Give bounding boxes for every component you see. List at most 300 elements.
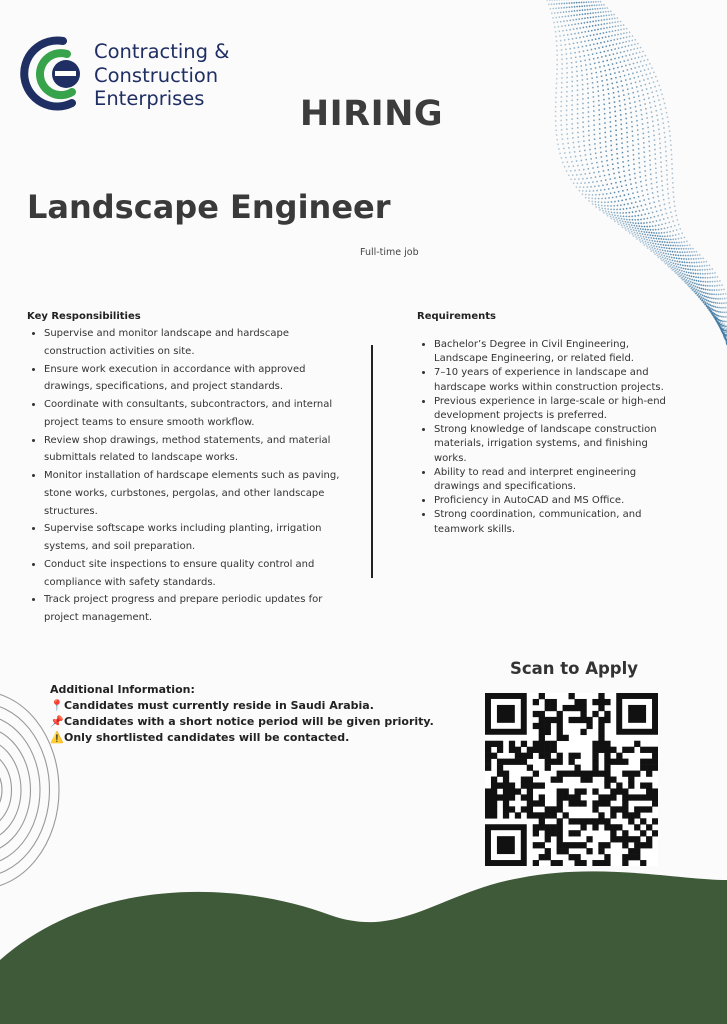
- apply-qr-code[interactable]: [485, 693, 658, 866]
- qr-module: [551, 860, 557, 866]
- qr-module: [539, 818, 545, 824]
- qr-module: [527, 800, 533, 806]
- dotted-wave-line: [545, 0, 727, 330]
- responsibilities-item: • Supervise and monitor landscape and hardscape construction activities on site.: [44, 325, 354, 361]
- qr-module: [640, 765, 646, 771]
- qr-module: [628, 771, 634, 777]
- qr-module: [574, 699, 580, 705]
- qr-module: [491, 812, 497, 818]
- qr-module: [634, 741, 640, 747]
- dotted-wave-line: [581, 0, 727, 351]
- qr-module: [604, 741, 610, 747]
- qr-module: [545, 830, 551, 836]
- qr-module: [652, 759, 658, 765]
- qr-module: [497, 765, 503, 771]
- qr-module: [604, 711, 610, 717]
- qr-module: [521, 741, 527, 747]
- qr-module: [580, 699, 586, 705]
- qr-module: [551, 717, 557, 723]
- qr-module: [551, 759, 557, 765]
- qr-module: [557, 753, 563, 759]
- qr-module: [598, 800, 604, 806]
- qr-module: [545, 848, 551, 854]
- dotted-wave-line: [565, 0, 727, 342]
- qr-module: [557, 711, 563, 717]
- qr-module: [574, 717, 580, 723]
- dotted-wave-line: [572, 0, 727, 346]
- qr-module: [622, 860, 628, 866]
- qr-module: [557, 729, 563, 735]
- qr-module: [634, 794, 640, 800]
- requirements-item: • Previous experience in large-scale or high-end development projects is preferred.: [434, 395, 672, 423]
- qr-module: [616, 782, 622, 788]
- qr-module: [569, 794, 575, 800]
- qr-module: [509, 747, 515, 753]
- hiring-heading: HIRING: [299, 94, 444, 134]
- qr-module: [521, 782, 527, 788]
- qr-module: [634, 771, 640, 777]
- qr-module: [586, 771, 592, 777]
- qr-module: [533, 782, 539, 788]
- requirements-item: • Strong knowledge of landscape construction materials, irrigation systems, and finishing works.: [434, 423, 672, 466]
- qr-module: [574, 753, 580, 759]
- qr-module: [563, 848, 569, 854]
- qr-module: [646, 765, 652, 771]
- qr-module: [533, 860, 539, 866]
- qr-module: [592, 860, 598, 866]
- qr-module: [604, 747, 610, 753]
- qr-module: [527, 753, 533, 759]
- qr-module: [533, 800, 539, 806]
- qr-module: [622, 806, 628, 812]
- responsibilities-item: • Review shop drawings, method statements, and material submittals related to landscape works.: [44, 432, 354, 468]
- qr-module: [574, 771, 580, 777]
- qr-module: [610, 830, 616, 836]
- responsibilities-item: • Conduct site inspections to ensure quality control and compliance with safety standards.: [44, 556, 354, 592]
- dotted-wave-line: [556, 0, 727, 337]
- qr-module: [628, 777, 634, 783]
- qr-finder-inner: [497, 836, 515, 854]
- qr-module: [580, 824, 586, 830]
- qr-module: [551, 812, 557, 818]
- scan-to-apply-label: Scan to Apply: [509, 659, 639, 678]
- qr-module: [598, 747, 604, 753]
- qr-module: [527, 782, 533, 788]
- qr-module: [634, 824, 640, 830]
- qr-module: [628, 836, 634, 842]
- qr-module: [545, 806, 551, 812]
- qr-module: [646, 836, 652, 842]
- qr-module: [521, 753, 527, 759]
- qr-module: [545, 741, 551, 747]
- qr-module: [646, 782, 652, 788]
- qr-module: [598, 717, 604, 723]
- qr-module: [628, 854, 634, 860]
- qr-module: [652, 800, 658, 806]
- qr-module: [557, 842, 563, 848]
- qr-module: [598, 860, 604, 866]
- pushpin-icon: 📌: [50, 715, 64, 728]
- qr-module: [485, 794, 491, 800]
- qr-module: [580, 788, 586, 794]
- qr-module: [604, 717, 610, 723]
- qr-module: [652, 818, 658, 824]
- qr-module: [551, 824, 557, 830]
- qr-module: [545, 824, 551, 830]
- responsibilities-heading: Key Responsibilities: [27, 311, 141, 322]
- qr-module: [634, 854, 640, 860]
- additional-information-item: [50, 730, 434, 746]
- qr-module: [545, 717, 551, 723]
- qr-module: [485, 759, 491, 765]
- qr-module: [592, 818, 598, 824]
- qr-module: [580, 842, 586, 848]
- qr-module: [640, 830, 646, 836]
- requirements-list: [417, 338, 672, 537]
- qr-module: [563, 794, 569, 800]
- qr-module: [515, 747, 521, 753]
- qr-module: [598, 771, 604, 777]
- qr-module: [604, 777, 610, 783]
- qr-module: [580, 771, 586, 777]
- qr-module: [598, 729, 604, 735]
- qr-module: [551, 705, 557, 711]
- qr-module: [592, 788, 598, 794]
- qr-module: [545, 812, 551, 818]
- qr-module: [569, 753, 575, 759]
- qr-module: [545, 699, 551, 705]
- qr-module: [628, 747, 634, 753]
- qr-module: [569, 818, 575, 824]
- qr-module: [628, 812, 634, 818]
- qr-module: [557, 771, 563, 777]
- qr-module: [503, 794, 509, 800]
- qr-module: [527, 806, 533, 812]
- qr-module: [574, 794, 580, 800]
- qr-module: [569, 693, 575, 699]
- qr-module: [557, 759, 563, 765]
- qr-module: [604, 765, 610, 771]
- decorative-arc: [0, 763, 2, 818]
- qr-module: [557, 830, 563, 836]
- qr-module: [539, 735, 545, 741]
- round-pushpin-icon: 📍: [50, 699, 64, 712]
- requirements-item: • Bachelor’s Degree in Civil Engineering, Landscape Engineering, or related field.: [434, 338, 672, 366]
- qr-module: [527, 777, 533, 783]
- decorative-arc: [0, 715, 40, 865]
- qr-module: [557, 794, 563, 800]
- qr-module: [497, 771, 503, 777]
- additional-information-text: Candidates must currently reside in Saudi Arabia.: [64, 699, 374, 712]
- qr-module: [640, 782, 646, 788]
- qr-module: [557, 836, 563, 842]
- qr-module: [610, 806, 616, 812]
- qr-module: [634, 842, 640, 848]
- dotted-wave-line: [568, 0, 727, 343]
- qr-module: [515, 812, 521, 818]
- qr-module: [592, 759, 598, 765]
- qr-module: [551, 741, 557, 747]
- qr-module: [604, 699, 610, 705]
- qr-module: [563, 812, 569, 818]
- qr-module: [563, 842, 569, 848]
- qr-module: [491, 753, 497, 759]
- qr-module: [586, 836, 592, 842]
- qr-module: [485, 788, 491, 794]
- decorative-arc: [0, 739, 21, 842]
- qr-module: [622, 794, 628, 800]
- qr-module: [598, 723, 604, 729]
- qr-module: [574, 860, 580, 866]
- qr-module: [634, 836, 640, 842]
- responsibilities-list: [27, 325, 354, 627]
- qr-module: [527, 765, 533, 771]
- qr-module: [586, 723, 592, 729]
- qr-module: [604, 842, 610, 848]
- qr-module: [580, 711, 586, 717]
- qr-module: [574, 818, 580, 824]
- qr-module: [497, 747, 503, 753]
- qr-module: [557, 717, 563, 723]
- green-hill: [0, 871, 727, 1024]
- qr-module: [574, 800, 580, 806]
- qr-module: [491, 777, 497, 783]
- additional-information-item: [50, 698, 434, 714]
- qr-module: [604, 794, 610, 800]
- qr-module: [622, 788, 628, 794]
- qr-module: [640, 806, 646, 812]
- qr-module: [545, 705, 551, 711]
- qr-module: [563, 771, 569, 777]
- qr-module: [592, 699, 598, 705]
- qr-module: [640, 794, 646, 800]
- additional-information-text: Only shortlisted candidates will be contacted.: [64, 731, 350, 744]
- qr-module: [604, 818, 610, 824]
- qr-module: [503, 759, 509, 765]
- dotted-wave-line: [575, 0, 727, 347]
- qr-module: [491, 788, 497, 794]
- qr-module: [646, 771, 652, 777]
- qr-module: [610, 794, 616, 800]
- qr-module: [610, 836, 616, 842]
- responsibilities-item: • Ensure work execution in accordance with approved drawings, specifications, and project standards.: [44, 361, 354, 397]
- qr-module: [610, 777, 616, 783]
- qr-module: [622, 830, 628, 836]
- qr-module: [545, 765, 551, 771]
- qr-module: [551, 699, 557, 705]
- additional-information-text: Candidates with a short notice period will be given priority.: [64, 715, 434, 728]
- qr-module: [640, 747, 646, 753]
- qr-finder-inner: [628, 705, 646, 723]
- qr-module: [503, 800, 509, 806]
- qr-module: [598, 848, 604, 854]
- qr-module: [604, 824, 610, 830]
- qr-module: [509, 782, 515, 788]
- qr-module: [485, 812, 491, 818]
- qr-module: [574, 842, 580, 848]
- dotted-wave-pattern: [545, 0, 727, 357]
- qr-module: [646, 788, 652, 794]
- dotted-wave-line: [547, 0, 727, 331]
- responsibilities-item: • Monitor installation of hardscape elements such as paving, stone works, curbstones, pergolas, and other landscape structures.: [44, 467, 354, 520]
- qr-module: [569, 854, 575, 860]
- qr-module: [485, 747, 491, 753]
- qr-module: [557, 723, 563, 729]
- qr-module: [580, 818, 586, 824]
- qr-module: [598, 818, 604, 824]
- qr-module: [574, 765, 580, 771]
- qr-module: [515, 788, 521, 794]
- qr-module: [610, 747, 616, 753]
- additional-information: [50, 682, 434, 746]
- qr-module: [539, 711, 545, 717]
- qr-module: [634, 812, 640, 818]
- qr-module: [539, 794, 545, 800]
- qr-module: [610, 824, 616, 830]
- qr-module: [628, 848, 634, 854]
- qr-module: [563, 735, 569, 741]
- qr-module: [557, 800, 563, 806]
- qr-module: [557, 777, 563, 783]
- qr-module: [539, 842, 545, 848]
- qr-module: [569, 800, 575, 806]
- qr-module: [497, 794, 503, 800]
- requirements-item: • Strong coordination, communication, and teamwork skills.: [434, 508, 672, 536]
- company-name-line-1: Contracting &: [94, 40, 230, 63]
- qr-module: [539, 753, 545, 759]
- qr-module: [592, 765, 598, 771]
- qr-module: [485, 741, 491, 747]
- qr-module: [503, 806, 509, 812]
- dotted-wave-line: [586, 0, 727, 353]
- qr-module: [586, 777, 592, 783]
- qr-module: [557, 860, 563, 866]
- qr-module: [509, 794, 515, 800]
- dotted-wave-line: [588, 0, 727, 355]
- qr-module: [646, 806, 652, 812]
- qr-module: [622, 747, 628, 753]
- qr-module: [616, 788, 622, 794]
- qr-module: [610, 788, 616, 794]
- qr-module: [580, 860, 586, 866]
- qr-module: [527, 788, 533, 794]
- qr-module: [557, 806, 563, 812]
- qr-module: [539, 717, 545, 723]
- qr-module: [569, 705, 575, 711]
- qr-module: [574, 788, 580, 794]
- qr-module: [628, 794, 634, 800]
- qr-module: [616, 753, 622, 759]
- qr-module: [646, 794, 652, 800]
- qr-module: [533, 812, 539, 818]
- qr-module: [574, 830, 580, 836]
- qr-module: [604, 854, 610, 860]
- qr-module: [580, 717, 586, 723]
- qr-module: [592, 741, 598, 747]
- qr-module: [640, 759, 646, 765]
- qr-module: [652, 765, 658, 771]
- qr-module: [503, 771, 509, 777]
- qr-module: [521, 759, 527, 765]
- qr-module: [646, 747, 652, 753]
- qr-module: [545, 723, 551, 729]
- qr-module: [563, 705, 569, 711]
- qr-module: [569, 771, 575, 777]
- qr-module: [569, 842, 575, 848]
- qr-module: [604, 759, 610, 765]
- qr-module: [545, 759, 551, 765]
- qr-module: [539, 723, 545, 729]
- qr-module: [557, 848, 563, 854]
- qr-module: [586, 818, 592, 824]
- qr-module: [533, 830, 539, 836]
- qr-module: [652, 747, 658, 753]
- qr-module: [580, 777, 586, 783]
- qr-module: [485, 765, 491, 771]
- qr-module: [598, 794, 604, 800]
- qr-module: [515, 753, 521, 759]
- qr-module: [580, 729, 586, 735]
- qr-module: [574, 705, 580, 711]
- qr-module: [551, 830, 557, 836]
- qr-module: [646, 842, 652, 848]
- qr-module: [533, 723, 539, 729]
- qr-module: [592, 800, 598, 806]
- qr-module: [622, 836, 628, 842]
- company-name-line-3: Enterprises: [94, 87, 205, 110]
- qr-module: [646, 759, 652, 765]
- qr-module: [545, 854, 551, 860]
- qr-module: [622, 812, 628, 818]
- column-divider: [371, 345, 373, 578]
- qr-module: [604, 800, 610, 806]
- qr-module: [521, 777, 527, 783]
- qr-module: [569, 830, 575, 836]
- additional-information-list: [50, 698, 434, 746]
- additional-information-heading: Additional Information:: [50, 683, 195, 696]
- qr-module: [652, 794, 658, 800]
- qr-module: [610, 759, 616, 765]
- qr-module: [598, 699, 604, 705]
- qr-module: [527, 812, 533, 818]
- job-title: Landscape Engineer: [27, 188, 391, 226]
- qr-module: [497, 782, 503, 788]
- additional-information-item: [50, 714, 434, 730]
- qr-module: [598, 693, 604, 699]
- qr-module: [640, 842, 646, 848]
- qr-module: [509, 806, 515, 812]
- qr-module: [491, 800, 497, 806]
- qr-module: [652, 830, 658, 836]
- decorative-arc: [0, 727, 31, 853]
- qr-module: [592, 711, 598, 717]
- qr-module: [628, 818, 634, 824]
- qr-module: [521, 806, 527, 812]
- qr-module: [503, 812, 509, 818]
- qr-module: [539, 800, 545, 806]
- qr-module: [586, 717, 592, 723]
- qr-module: [491, 794, 497, 800]
- qr-module: [622, 854, 628, 860]
- qr-module: [580, 800, 586, 806]
- qr-module: [640, 860, 646, 866]
- qr-module: [545, 836, 551, 842]
- qr-module: [539, 782, 545, 788]
- qr-module: [539, 729, 545, 735]
- qr-finder-inner: [497, 705, 515, 723]
- qr-module: [497, 759, 503, 765]
- qr-module: [539, 824, 545, 830]
